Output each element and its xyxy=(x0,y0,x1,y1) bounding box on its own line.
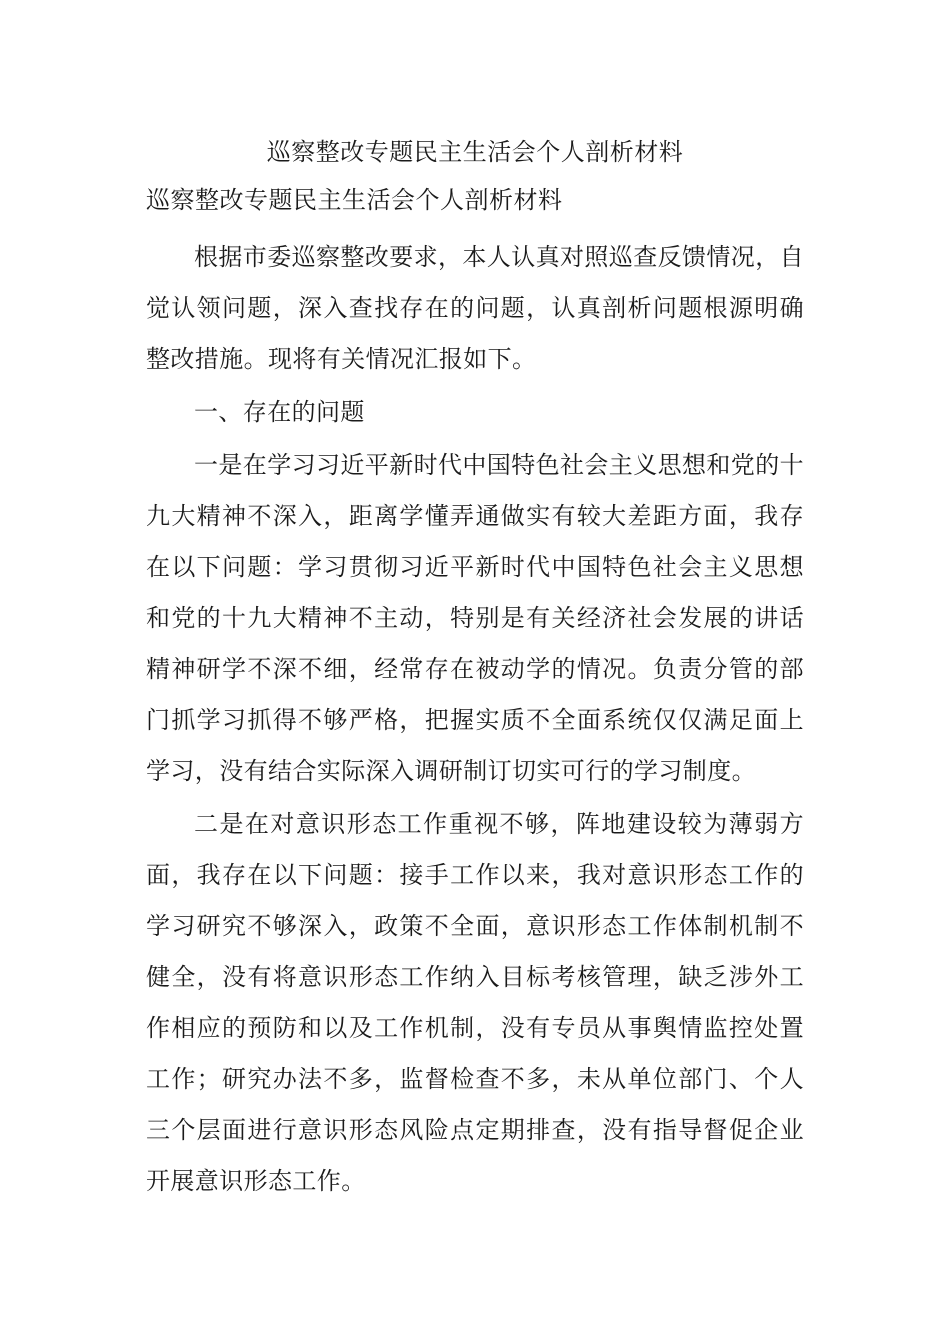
paragraph-issue-two: 二是在对意识形态工作重视不够，阵地建设较为薄弱方面，我存在以下问题：接手工作以来，我对意识形态工作的学习研究不够深入，政策不全面，意识形态工作体制机制不健全，没有将意识形态工作纳入目标考核管理，缺乏涉外工作相应的预防和以及工作机制，没有专员从事舆情监控处置工作；研究办法不多，监督检查不多，未从单位部门、个人三个层面进行意识形态风险点定期排查，没有指导督促企业开展意识形态工作。 xyxy=(146,810,804,1195)
section-heading: 一、存在的问题 xyxy=(194,398,365,426)
document-title: 巡察整改专题民主生活会个人剖析材料 xyxy=(266,138,684,166)
paragraph-intro: 根据市委巡察整改要求，本人认真对照巡查反馈情况，自觉认领问题，深入查找存在的问题，认真剖析问题根源明确整改措施。现将有关情况汇报如下。 xyxy=(146,243,804,373)
document-body xyxy=(146,180,804,1207)
paragraph-issue-one: 一是在学习习近平新时代中国特色社会主义思想和党的十九大精神不深入，距离学懂弄通做实有较大差距方面，我存在以下问题：学习贯彻习近平新时代中国特色社会主义思想和党的十九大精神不主动，特别是有关经济社会发展的讲话精神研学不深不细，经常存在被动学的情况。负责分管的部门抓学习抓得不够严格，把握实质不全面系统仅仅满足面上学习，没有结合实际深入调研制订切实可行的学习制度。 xyxy=(146,451,804,785)
document-subtitle: 巡察整改专题民主生活会个人剖析材料 xyxy=(146,186,563,214)
